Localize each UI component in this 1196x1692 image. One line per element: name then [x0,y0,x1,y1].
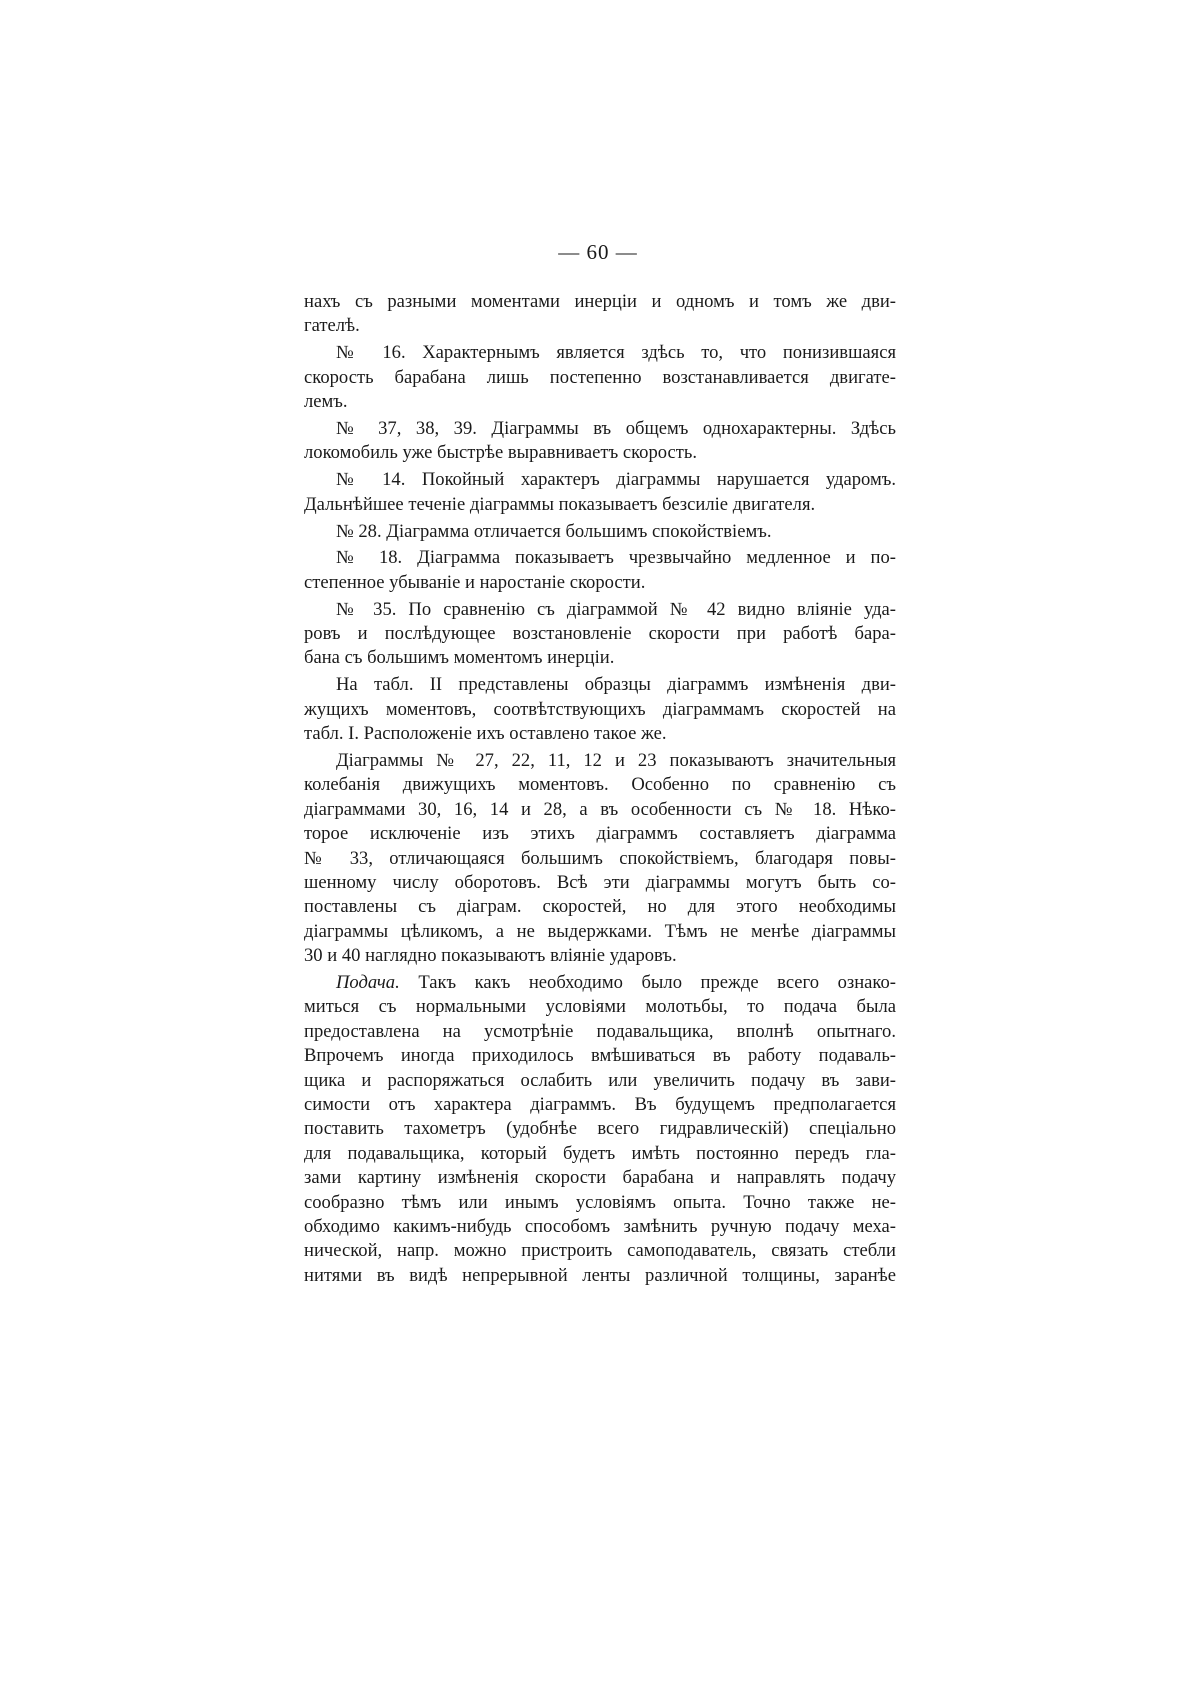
text-line: предоставлена на усмотрѣніе подавальщика, вполнѣ опытнаго. [304,1020,896,1042]
paragraph-diagram-18 [304,546,896,595]
text-line: № 37, 38, 39. Діаграммы въ общемъ однохарактерны. Здѣсь [336,417,896,439]
paragraph-table-2 [304,673,896,746]
paragraph-feeding [304,971,896,1288]
text-line: гателѣ. [304,315,360,337]
text-line: № 35. По сравненію съ діаграммой № 42 видно вліяніе уда- [336,598,896,620]
text-line: № 33, отличающаяся большимъ спокойствіемъ, благодаря повы- [304,847,896,869]
paragraph-diagram-35 [304,598,896,671]
text-line: шенному числу оборотовъ. Всѣ эти діаграммы могутъ быть со- [304,871,896,893]
text-line: лемъ. [304,391,348,413]
text-line: № 28. Діаграмма отличается большимъ спокойствіемъ. [336,520,772,542]
paragraph-diagram-37-38-39 [304,417,896,466]
section-heading-feeding: Подача. [336,972,400,994]
text-line: торое исключеніе изъ этихъ діаграммъ составляетъ діаграмма [304,823,896,845]
text-line: діаграммами 30, 16, 14 и 28, а въ особенности съ № 18. Нѣко- [304,798,896,820]
paragraph-diagram-28 [304,520,896,544]
body-text [304,290,896,1291]
text-line: діаграммы цѣликомъ, а не выдержками. Тѣмъ не менѣе діаграммы [304,920,896,942]
text-line: степенное убываніе и наростаніе скорости. [304,571,646,593]
text-line: локомобиль уже быстрѣе выравниваетъ скорость. [304,442,698,464]
text-line: № 14. Покойный характеръ діаграммы нарушается ударомъ. [336,469,896,491]
paragraph-diagrams-comparison [304,749,896,969]
text-line: поставлены съ діаграм. скоростей, но для этого необходимы [304,896,896,918]
text-line: Діаграммы № 27, 22, 11, 12 и 23 показываютъ значительныя [336,750,896,772]
text-line: нахъ съ разными моментами инерціи и одномъ и томъ же дви- [304,291,896,312]
text-line: Дальнѣйшее теченіе діаграммы показываетъ безсиліе двигателя. [304,493,816,515]
text-line: нитями въ видѣ непрерывной ленты различной толщины, заранѣе [304,1264,896,1286]
text-line: для подавальщика, который будетъ имѣть постоянно передъ гла- [304,1142,896,1164]
text-line [304,971,896,995]
text-line: сообразно тѣмъ или инымъ условіямъ опыта. Точно также не- [304,1191,896,1213]
text-line: колебанія движущихъ моментовъ. Особенно по сравненію съ [304,774,896,796]
text-fragment: Такъ какъ необходимо было прежде всего ознако- [418,972,896,994]
paragraph-diagram-14 [304,468,896,517]
text-line: обходимо какимъ-нибудь способомъ замѣнить ручную подачу меха- [304,1215,896,1237]
text-line: Впрочемъ иногда приходилось вмѣшиваться въ работу подаваль- [304,1045,896,1067]
page-number: — 60 — [558,240,638,264]
text-line: щика и распоряжаться ослабить или увеличить подачу въ зави- [304,1069,896,1091]
text-line: 30 и 40 наглядно показываютъ вліяніе ударовъ. [304,945,677,967]
text-line: На табл. II представлены образцы діаграммъ измѣненія дви- [336,674,896,696]
paragraph-continuation [304,290,896,339]
text-line: поставить тахометръ (удобнѣе всего гидравлическій) спеціально [304,1118,896,1140]
text-line: ровъ и послѣдующее возстановленіе скорости при работѣ бара- [304,623,896,645]
text-line: миться съ нормальными условіями молотьбы, то подача была [304,996,896,1018]
text-line: № 16. Характернымъ является здѣсь то, что понизившаяся [336,342,896,364]
text-line: симости отъ характера діаграммъ. Въ будущемъ предполагается [304,1094,896,1115]
text-line: № 18. Діаграмма показываетъ чрезвычайно медленное и по- [336,547,896,569]
text-line: бана съ большимъ моментомъ инерціи. [304,647,615,669]
text-line: скорость барабана лишь постепенно возстанавливается двигате- [304,366,896,388]
text-line: зами картину измѣненія скорости барабана и направлять подачу [304,1167,896,1189]
paragraph-diagram-16 [304,341,896,414]
text-line: табл. I. Расположеніе ихъ оставлено такое же. [304,723,667,745]
text-line: нической, напр. можно пристроить самоподаватель, связать стебли [304,1240,896,1262]
text-line: жущихъ моментовъ, соотвѣтствующихъ діаграммамъ скоростей на [304,698,896,720]
